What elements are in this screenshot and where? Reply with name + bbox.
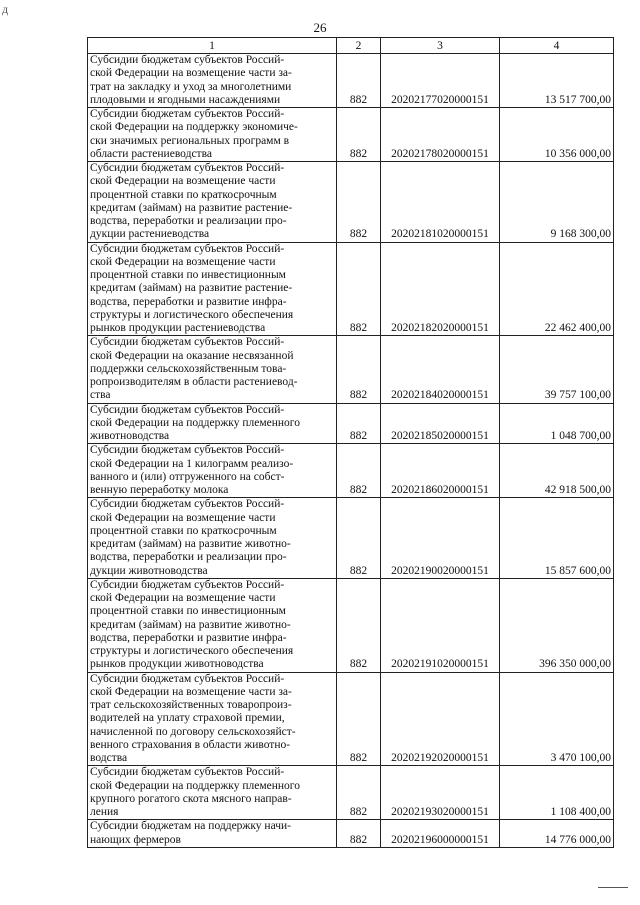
subsidy-name-line: Субсидии бюджетам субъектов Россий- [90, 578, 285, 591]
subsidy-name-line: кредитам (займам) на развитие животно- [90, 618, 291, 631]
subsidy-name-cell [88, 403, 337, 444]
budget-code-cell: 20202191020000151 [381, 578, 500, 672]
subsidy-name-line: ления [90, 806, 119, 818]
admin-code-cell: 882 [337, 108, 381, 162]
admin-code-cell: 882 [337, 403, 381, 444]
subsidy-name-cell [88, 672, 337, 766]
table-row [88, 444, 614, 498]
column-header-2: 2 [337, 38, 381, 54]
budget-code-cell: 20202186020000151 [381, 444, 500, 498]
subsidy-name-line: трат сельскохозяйственных товаропроиз- [90, 699, 292, 711]
admin-code-cell: 882 [337, 336, 381, 403]
subsidy-name-line: венного страхования в области животно- [90, 738, 291, 751]
amount-cell: 1 048 700,00 [500, 403, 614, 444]
budget-code-cell: 20202196000000151 [381, 820, 500, 848]
table-row [88, 766, 614, 820]
table-row [88, 820, 614, 848]
subsidy-name-line: Субсидии бюджетам субъектов Россий- [90, 403, 285, 416]
table-row [88, 162, 614, 243]
amount-cell: 39 757 100,00 [500, 336, 614, 403]
subsidy-name-line: ской Федерации на поддержку экономиче- [90, 121, 298, 134]
table-row [88, 108, 614, 162]
table-body [88, 54, 614, 848]
subsidy-name-line: водства [90, 752, 128, 764]
subsidy-name-line: области растениеводства [90, 147, 212, 160]
subsidy-name-line: Субсидии бюджетам субъектов Россий- [90, 498, 285, 511]
subsidy-name-line: процентной ставки по краткосрочным [90, 188, 277, 201]
subsidy-name-line: венную переработку молока [90, 484, 229, 496]
subsidy-name-line: кредитам (займам) на развитие растение- [90, 282, 293, 295]
subsidy-name-line: ской Федерации на поддержку племенного [90, 416, 300, 429]
subsidy-name-line: Субсидии бюджетам субъектов Россий- [90, 54, 285, 66]
subsidy-name-line: ской Федерации на 1 килограмм реализо- [90, 457, 294, 470]
subsidy-name-line: процентной ставки по инвестиционным [90, 269, 286, 281]
subsidy-name-line: дукции животноводства [90, 564, 208, 577]
subsidy-name-cell [88, 54, 337, 108]
subsidy-name-cell [88, 820, 337, 848]
subsidy-name-line: водства, переработки и реализации про- [90, 551, 287, 564]
margin-line [598, 887, 628, 888]
amount-cell: 14 776 000,00 [500, 820, 614, 848]
column-header-4: 4 [500, 38, 614, 54]
table-row [88, 54, 614, 108]
subsidy-name-line: водства, переработки и развитие инфра- [90, 631, 287, 644]
table-row [88, 242, 614, 336]
admin-code-cell: 882 [337, 242, 381, 336]
amount-cell: 42 918 500,00 [500, 444, 614, 498]
table-row [88, 578, 614, 672]
table-row [88, 403, 614, 444]
admin-code-cell: 882 [337, 578, 381, 672]
amount-cell: 13 517 700,00 [500, 54, 614, 108]
subsidy-name-line: процентной ставки по инвестиционным [90, 605, 286, 618]
subsidy-name-line: крупного рогатого скота мясного направ- [90, 792, 292, 805]
table-header-row [88, 38, 614, 54]
subsidy-name-line: трат на закладку и уход за многолетними [90, 80, 292, 93]
subsidy-name-cell [88, 578, 337, 672]
subsidy-name-line: дукции растениеводства [90, 228, 210, 241]
subsidy-name-line: ски значимых региональных программ в [90, 134, 290, 147]
subsidy-name-line: поддержки сельскохозяйственным това- [90, 362, 287, 375]
subsidy-name-line: водителей на уплату страховой премии, [90, 712, 285, 725]
amount-cell: 15 857 600,00 [500, 498, 614, 579]
amount-cell: 396 350 000,00 [500, 578, 614, 672]
subsidy-name-line: Субсидии бюджетам субъектов Россий- [90, 108, 285, 120]
subsidy-name-line: начисленной по договору сельскохозяйст- [90, 725, 296, 738]
subsidy-name-line: водства, переработки и реализации про- [90, 215, 287, 227]
subsidy-name-line: плодовыми и ягодными насаждениями [90, 93, 281, 106]
amount-cell: 1 108 400,00 [500, 766, 614, 820]
subsidy-name-line: ской Федерации на возмещение части за- [90, 67, 292, 80]
budget-code-cell: 20202184020000151 [381, 336, 500, 403]
subsidy-name-line: ской Федерации на возмещение части [90, 175, 276, 188]
admin-code-cell: 882 [337, 766, 381, 820]
budget-code-cell: 20202190020000151 [381, 498, 500, 579]
subsidy-name-cell [88, 766, 337, 820]
subsidy-name-line: нающих фермеров [90, 833, 181, 846]
admin-code-cell: 882 [337, 162, 381, 243]
subsidy-name-line: кредитам (займам) на развитие растение- [90, 201, 293, 214]
subsidy-name-line: ской Федерации на возмещение части [90, 592, 276, 604]
subsidy-name-line: структуры и логистического обеспечения [90, 645, 294, 657]
subsidy-name-line: ской Федерации на возмещение части [90, 255, 276, 268]
subsidy-name-line: животноводства [90, 430, 170, 442]
admin-code-cell: 882 [337, 820, 381, 848]
subsidy-name-cell [88, 108, 337, 162]
subsidy-name-line: рынков продукции растениеводства [90, 322, 266, 334]
subsidy-name-line: кредитам (займам) на развитие животно- [90, 538, 291, 550]
admin-code-cell: 882 [337, 54, 381, 108]
subsidy-name-line: Субсидии бюджетам субъектов Россий- [90, 444, 285, 457]
admin-code-cell: 882 [337, 498, 381, 579]
amount-cell: 9 168 300,00 [500, 162, 614, 243]
amount-cell: 22 462 400,00 [500, 242, 614, 336]
table-row [88, 498, 614, 579]
subsidy-name-line: процентной ставки по краткосрочным [90, 524, 277, 537]
admin-code-cell: 882 [337, 444, 381, 498]
subsidy-name-line: водства, переработки и развитие инфра- [90, 295, 287, 308]
subsidy-name-line: ства [90, 389, 111, 402]
subsidy-name-cell [88, 242, 337, 336]
budget-code-cell: 20202192020000151 [381, 672, 500, 766]
budget-code-cell: 20202185020000151 [381, 403, 500, 444]
subsidy-name-line: рынков продукции животноводства [90, 658, 264, 671]
amount-cell: 10 356 000,00 [500, 108, 614, 162]
subsidy-name-line: ванного и (или) отгруженного на собст- [90, 470, 285, 483]
subsidy-name-line: ской Федерации на возмещение части за- [90, 685, 292, 698]
subsidy-name-line: ской Федерации на оказание несвязанной [90, 349, 294, 362]
subsidy-name-line: ской Федерации на возмещение части [90, 511, 276, 524]
subsidy-name-cell [88, 336, 337, 403]
admin-code-cell: 882 [337, 672, 381, 766]
budget-table [87, 37, 614, 848]
subsidy-name-line: Субсидии бюджетам на поддержку начи- [90, 820, 291, 833]
subsidy-name-cell [88, 498, 337, 579]
subsidy-name-line: ской Федерации на поддержку племенного [90, 779, 300, 792]
budget-code-cell: 20202177020000151 [381, 54, 500, 108]
table-row [88, 672, 614, 766]
corner-mark: д [2, 2, 9, 16]
budget-code-cell: 20202193020000151 [381, 766, 500, 820]
table-row [88, 336, 614, 403]
subsidy-name-line: Субсидии бюджетам субъектов Россий- [90, 242, 285, 255]
subsidy-name-line: ропроизводителям в области растениевод- [90, 376, 298, 388]
subsidy-name-line: Субсидии бюджетам субъектов Россий- [90, 336, 285, 349]
amount-cell: 3 470 100,00 [500, 672, 614, 766]
column-header-1: 1 [88, 38, 337, 54]
column-header-3: 3 [381, 38, 500, 54]
budget-code-cell: 20202181020000151 [381, 162, 500, 243]
subsidy-name-line: Субсидии бюджетам субъектов Россий- [90, 766, 285, 779]
budget-code-cell: 20202178020000151 [381, 108, 500, 162]
subsidy-name-cell [88, 162, 337, 243]
subsidy-name-line: Субсидии бюджетам субъектов Россий- [90, 672, 285, 685]
subsidy-name-line: Субсидии бюджетам субъектов Россий- [90, 162, 285, 174]
subsidy-name-line: структуры и логистического обеспечения [90, 308, 294, 321]
subsidy-name-cell [88, 444, 337, 498]
budget-code-cell: 20202182020000151 [381, 242, 500, 336]
page-number: 26 [313, 20, 327, 35]
